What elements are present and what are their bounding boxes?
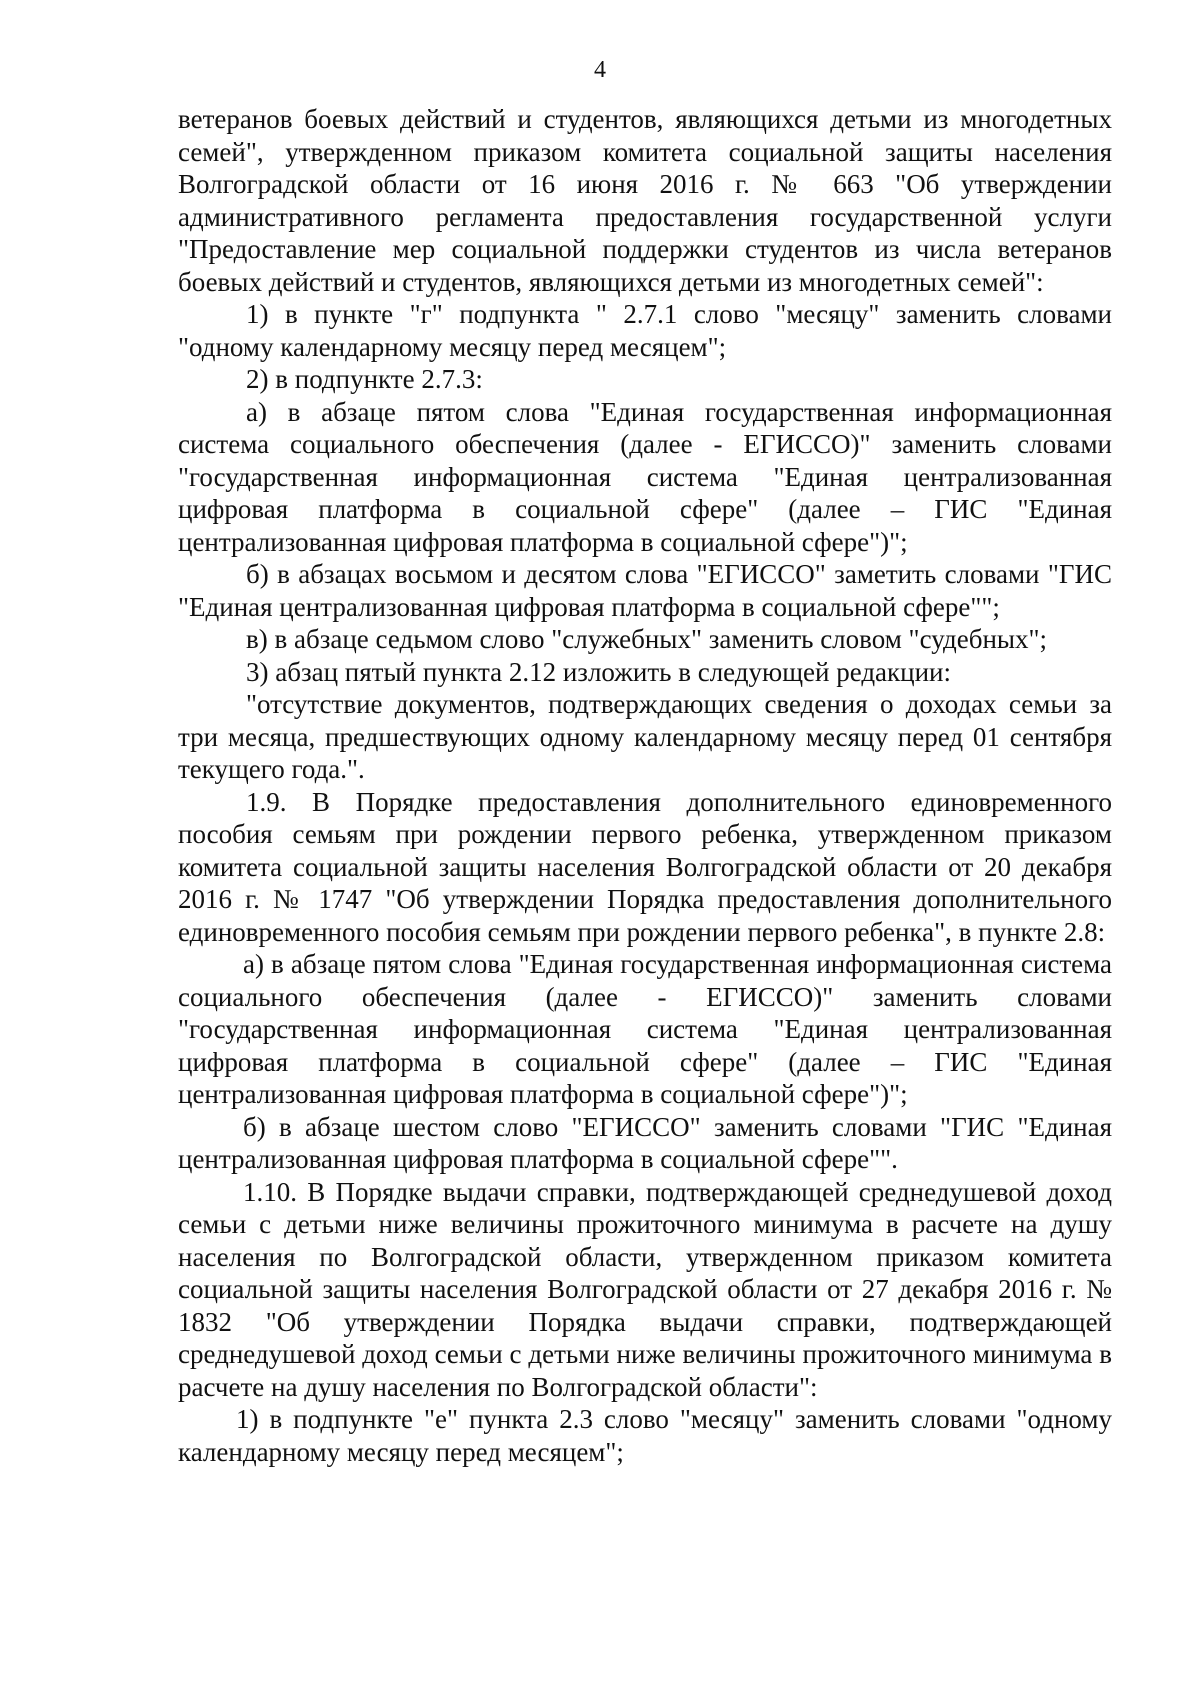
paragraph-item-2b: б) в абзацах восьмом и десятом слова "ЕГИССО" заметить словами "ГИС "Единая централизованная цифровая платформа в социальной сфере""; <box>178 559 1112 622</box>
paragraph-quoted-text: "отсутствие документов, подтверждающих сведения о доходах семьи за три месяца, предшествующих одному календарному месяцу перед 01 сентября текущего года.". <box>178 689 1112 784</box>
page-number: 4 <box>594 57 606 83</box>
paragraph-section-1-9: 1.9. В Порядке предоставления дополнительного единовременного пособия семьям при рождении первого ребенка, утвержденном приказом комитета социальной защиты населения Волгоградской области от 20 декабря 2016 г. № 1747 "Об утверждении Порядка предоставления дополнительного единовременного пособия семьям при рождении первого ребенка", в пункте 2.8: <box>178 786 1112 947</box>
paragraph-regulation-title: ветеранов боевых действий и студентов, являющихся детьми из многодетных семей", утвержденном приказом комитета социальной защиты населения Волгоградской области от 16 июня 2016 г. № 663 "Об утверждении административного регламента предоставления государственной услуги "Предоставление мер социальной поддержки студентов из числа ветеранов боевых действий и студентов, являющихся детьми из многодетных семей": <box>178 104 1112 297</box>
paragraph-item-b: б) в абзаце шестом слово "ЕГИССО" заменить словами "ГИС "Единая централизованная цифровая платформа в социальной сфере"". <box>178 1111 1112 1174</box>
paragraph-item-3: 3) абзац пятый пункта 2.12 изложить в следующей редакции: <box>246 656 952 687</box>
paragraph-item-1-final: 1) в подпункте "е" пункта 2.3 слово "месяцу" заменить словами "одному календарному месяцу перед месяцем"; <box>178 1404 1112 1467</box>
paragraph-item-2v: в) в абзаце седьмом слово "служебных" заменить словом "судебных"; <box>246 624 1048 654</box>
paragraph-item-1: 1) в пункте "г" подпункта " 2.7.1 слово "месяцу" заменить словами "одному календарному месяцу перед месяцем"; <box>178 299 1112 362</box>
paragraph-item-2a: а) в абзаце пятом слова "Единая государственная информационная система социального обеспечения (далее - ЕГИССО)" заменить словами "государственная информационная система "Единая централизованная цифровая платформа в социальной сфере" (далее – ГИС "Единая централизованная цифровая платформа в социальной сфере")"; <box>178 396 1112 557</box>
document-body <box>178 103 1112 1468</box>
paragraph-section-1-10: 1.10. В Порядке выдачи справки, подтверждающей среднедушевой доход семьи с детьми ниже величины прожиточного минимума в расчете на душу населения по Волгоградской области, утвержденном приказом комитета социальной защиты населения Волгоградской области от 27 декабря 2016 г. № 1832 "Об утверждении Порядка выдачи справки, подтверждающей среднедушевой доход семьи с детьми ниже величины прожиточного минимума в расчете на душу населения по Волгоградской области": <box>178 1176 1112 1402</box>
paragraph-item-2: 2) в подпункте 2.7.3: <box>246 364 483 394</box>
paragraph-item-a: а) в абзаце пятом слова "Единая государственная информационная система социального обеспечения (далее - ЕГИССО)" заменить словами "государственная информационная система "Единая централизованная цифровая платформа в социальной сфере" (далее – ГИС "Единая централизованная цифровая платформа в социальной сфере")"; <box>178 949 1112 1109</box>
